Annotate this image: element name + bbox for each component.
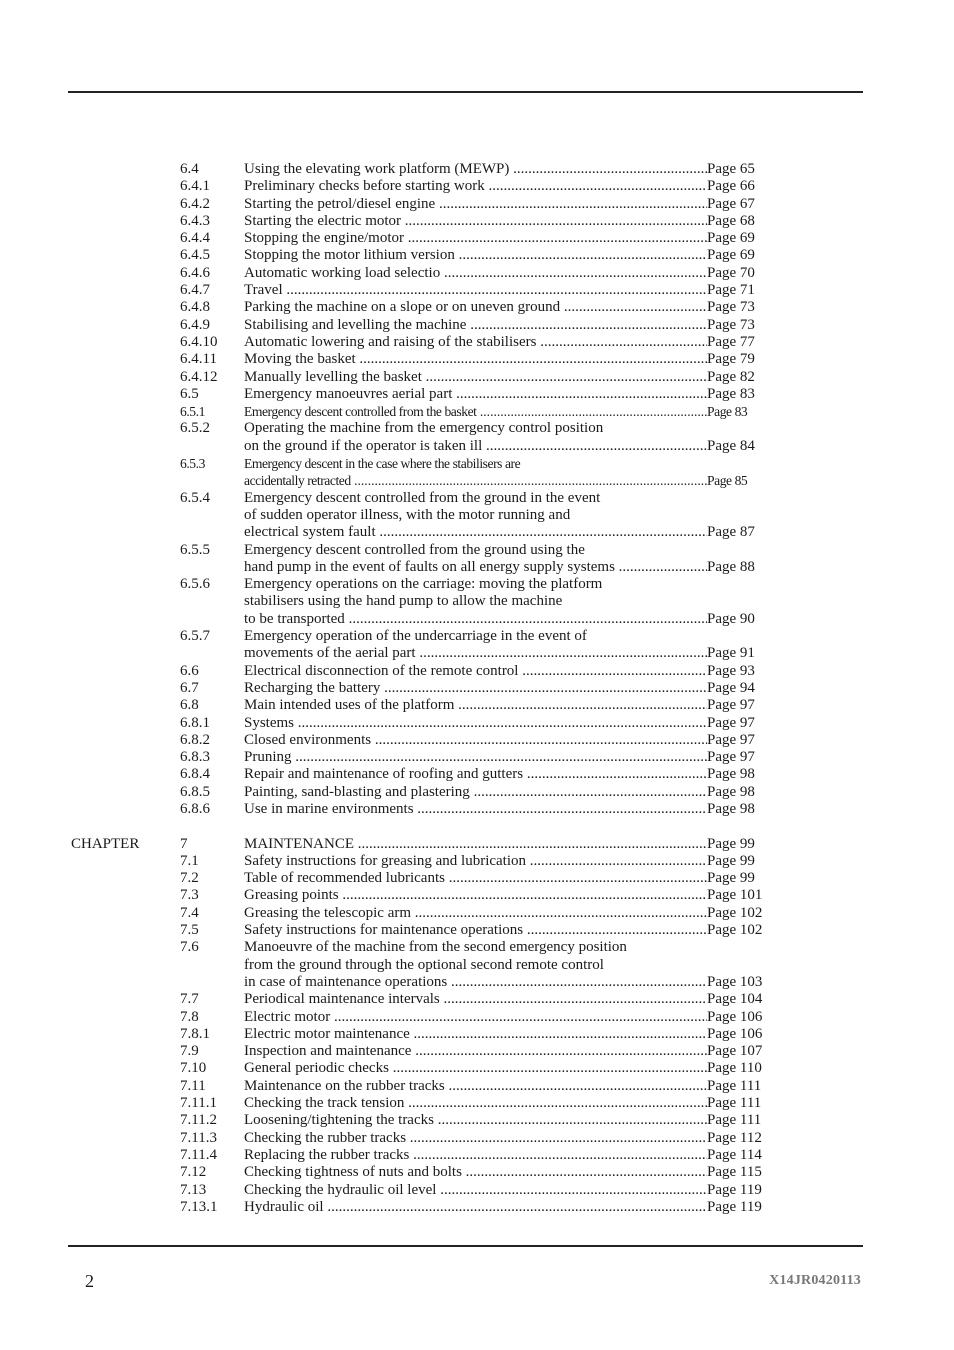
toc-entry[interactable]	[0, 490, 954, 542]
section-number: 7.9	[180, 1043, 199, 1060]
section-number: 7.11	[180, 1077, 206, 1094]
page-reference: Page 110	[707, 1060, 762, 1077]
toc-entry[interactable]	[0, 870, 954, 887]
toc-entry[interactable]	[0, 265, 954, 282]
toc-line	[0, 265, 954, 282]
page-reference: Page 71	[707, 282, 755, 299]
section-title: Loosening/tightening the tracks .....	[244, 1112, 707, 1129]
section-number: 7.6	[180, 939, 199, 956]
section-number: 6.5.7	[180, 628, 210, 645]
toc-line	[0, 1009, 954, 1026]
section-title: Automatic working load selectio .....	[244, 265, 707, 282]
section-title: Parking the machine on a slope or on uneven ground .....	[244, 299, 707, 316]
section-title: Closed environments .....	[244, 732, 707, 749]
toc-line	[0, 247, 954, 264]
toc-entry[interactable]	[0, 905, 954, 922]
toc-entry[interactable]	[0, 196, 954, 213]
toc-entry[interactable]	[0, 213, 954, 230]
page-reference: Page 69	[707, 230, 755, 247]
page-reference: Page 68	[707, 212, 755, 229]
section-number: 7.3	[180, 887, 199, 904]
section-number: 7.11.2	[180, 1112, 217, 1129]
toc-line	[0, 645, 954, 662]
toc-line	[0, 905, 954, 922]
section-title: Checking the hydraulic oil level .....	[244, 1182, 707, 1199]
section-number: 7.11.1	[180, 1095, 217, 1112]
page-reference: Page 98	[707, 783, 755, 800]
page-reference: Page 79	[707, 351, 755, 368]
toc-entry[interactable]	[0, 732, 954, 749]
toc-entry[interactable]	[0, 161, 954, 178]
section-number: 7.12	[180, 1164, 207, 1181]
toc-entry[interactable]	[0, 715, 954, 732]
toc-entry[interactable]	[0, 317, 954, 334]
section-title: Emergency operation of the undercarriage in the event of	[244, 628, 587, 645]
header-rule	[68, 91, 863, 93]
toc-line	[0, 663, 954, 680]
toc-entry[interactable]	[0, 697, 954, 714]
toc-line	[0, 991, 954, 1008]
section-title: Safety instructions for greasing and lubrication .....	[244, 853, 707, 870]
section-title: Inspection and maintenance .....	[244, 1043, 707, 1060]
toc-entry[interactable]	[0, 887, 954, 904]
page-number: 2	[85, 1271, 94, 1291]
toc-entry[interactable]	[0, 576, 954, 628]
section-title: stabilisers using the hand pump to allow the machine	[244, 593, 563, 610]
toc-entry[interactable]	[0, 1026, 954, 1043]
toc-line	[0, 317, 954, 334]
toc-line	[0, 455, 954, 472]
toc-line	[0, 732, 954, 749]
footer-rule	[68, 1245, 863, 1247]
section-title: Starting the petrol/diesel engine .....	[244, 196, 707, 213]
section-number: 6.8.3	[180, 749, 210, 766]
section-title: Greasing the telescopic arm .....	[244, 905, 707, 922]
toc-entry[interactable]	[0, 299, 954, 316]
toc-line	[0, 559, 954, 576]
page-reference: Page 83	[707, 385, 755, 402]
page-reference: Page 97	[707, 697, 755, 714]
toc-line	[0, 403, 954, 420]
section-title: electrical system fault .....	[244, 524, 707, 541]
toc-entry[interactable]	[0, 1199, 954, 1216]
section-title: Checking the rubber tracks .....	[244, 1130, 707, 1147]
section-title: Checking the track tension .....	[244, 1095, 707, 1112]
section-number: 7.4	[180, 904, 199, 921]
toc-line	[0, 542, 954, 559]
toc-line	[0, 1182, 954, 1199]
section-title: Emergency descent controlled from the ground using the	[244, 541, 585, 558]
page-reference: Page 102	[707, 904, 763, 921]
toc-line	[0, 161, 954, 178]
section-number: 6.4.4	[180, 230, 210, 247]
toc-line	[0, 766, 954, 783]
section-number: 7.2	[180, 870, 199, 887]
toc-line	[0, 438, 954, 455]
toc-line	[0, 334, 954, 351]
section-title: Automatic lowering and raising of the stabilisers .....	[244, 334, 707, 351]
section-title: from the ground through the optional second remote control	[244, 956, 604, 973]
section-number: 6.4	[180, 161, 199, 177]
toc-line	[0, 1112, 954, 1129]
toc-line	[0, 680, 954, 697]
section-title: Stopping the motor lithium version .....	[244, 247, 707, 264]
page-reference: Page 97	[707, 714, 755, 731]
toc-entry[interactable]	[0, 334, 954, 351]
toc-line	[0, 593, 954, 610]
page-reference: Page 77	[707, 333, 755, 350]
section-title: Travel .....	[244, 282, 707, 299]
toc-line	[0, 576, 954, 593]
toc-line	[0, 974, 954, 991]
toc-line	[0, 749, 954, 766]
section-number: 6.8.5	[180, 783, 210, 800]
section-number: 7.8	[180, 1008, 199, 1025]
section-title: Manually levelling the basket .....	[244, 369, 707, 386]
page-reference: Page 84	[707, 437, 755, 454]
toc-line	[0, 1095, 954, 1112]
toc-entry[interactable]	[0, 1112, 954, 1129]
page-reference: Page 73	[707, 316, 755, 333]
toc-line	[0, 196, 954, 213]
page-reference: Page 87	[707, 524, 755, 541]
page-reference: Page 88	[707, 558, 755, 575]
toc-line	[0, 351, 954, 368]
toc-line	[0, 1164, 954, 1181]
section-number: 7.13	[180, 1181, 207, 1198]
toc-line	[0, 1060, 954, 1077]
page-reference: Page 111	[707, 1112, 762, 1129]
section-number: 7.5	[180, 922, 199, 939]
section-title: Painting, sand-blasting and plastering .....	[244, 784, 707, 801]
toc-line	[0, 939, 954, 956]
toc-entry[interactable]	[0, 1182, 954, 1199]
section-number: 6.5.1	[180, 404, 205, 420]
section-title: Periodical maintenance intervals .....	[244, 991, 707, 1008]
page-reference: Page 111	[707, 1077, 762, 1094]
section-title: movements of the aerial part .....	[244, 645, 707, 662]
toc-entry[interactable]	[0, 1130, 954, 1147]
section-number: 6.4.8	[180, 299, 210, 316]
toc-entry[interactable]	[0, 991, 954, 1008]
page-reference: Page 106	[707, 1025, 763, 1042]
toc-line	[0, 178, 954, 195]
toc-entry[interactable]	[0, 1078, 954, 1095]
page-reference: Page 90	[707, 610, 755, 627]
section-number: 6.4.12	[180, 368, 218, 385]
page-reference: Page 91	[707, 645, 755, 662]
section-number: 6.4.2	[180, 195, 210, 212]
toc-entry[interactable]	[0, 247, 954, 264]
toc-entry[interactable]	[0, 784, 954, 801]
section-title: Recharging the battery .....	[244, 680, 707, 697]
toc-line	[0, 715, 954, 732]
page-reference: Page 67	[707, 195, 755, 212]
section-title: Moving the basket .....	[244, 351, 707, 368]
toc-entry[interactable]	[0, 922, 954, 939]
toc-entry[interactable]	[0, 369, 954, 386]
page-reference: Page 102	[707, 922, 763, 939]
section-title: Checking tightness of nuts and bolts .....	[244, 1164, 707, 1181]
section-title: hand pump in the event of faults on all energy supply systems .....	[244, 559, 707, 576]
toc-entry[interactable]	[0, 766, 954, 783]
toc-line	[0, 853, 954, 870]
page-reference: Page 104	[707, 991, 763, 1008]
page-reference: Page 106	[707, 1008, 763, 1025]
page-reference: Page 97	[707, 749, 755, 766]
page-reference: Page 107	[707, 1043, 763, 1060]
toc-line	[0, 507, 954, 524]
section-number: 6.4.1	[180, 178, 210, 195]
section-number: 6.5	[180, 385, 199, 402]
section-title: Emergency descent controlled from the basket .....	[244, 403, 707, 420]
section-title: Stabilising and levelling the machine .....	[244, 317, 707, 334]
toc-line	[0, 1130, 954, 1147]
page-reference: Page 112	[707, 1129, 762, 1146]
section-number: 6.8.2	[180, 731, 210, 748]
toc-line	[0, 922, 954, 939]
page-reference: Page 99	[707, 870, 755, 887]
toc-entry[interactable]	[0, 282, 954, 299]
section-number: 6.4.11	[180, 351, 217, 368]
toc-entry[interactable]	[0, 1060, 954, 1077]
section-title: Repair and maintenance of roofing and gutters .....	[244, 766, 707, 783]
section-title: Emergency descent in the case where the stabilisers are	[244, 456, 521, 472]
section-title: Manoeuvre of the machine from the second emergency position	[244, 939, 627, 956]
chapter-label: CHAPTER	[71, 835, 140, 852]
toc-line	[0, 1199, 954, 1216]
toc-line	[0, 1078, 954, 1095]
section-number: 7.13.1	[180, 1198, 218, 1215]
section-number: 7.7	[180, 991, 199, 1008]
toc-spacer	[0, 818, 954, 835]
section-number: 7.1	[180, 852, 199, 869]
section-number: 6.8.6	[180, 800, 210, 817]
toc-line	[0, 1043, 954, 1060]
section-title: Using the elevating work platform (MEWP) .....	[244, 161, 707, 178]
toc-entry[interactable]	[0, 836, 954, 853]
section-title: of sudden operator illness, with the motor running and	[244, 506, 571, 523]
section-number: 6.8.1	[180, 714, 210, 731]
page-reference: Page 115	[707, 1164, 762, 1181]
toc-line	[0, 870, 954, 887]
section-title: accidentally retracted .....	[244, 472, 707, 489]
section-title: General periodic checks .....	[244, 1060, 707, 1077]
section-title: Emergency descent controlled from the ground in the event	[244, 489, 601, 506]
toc-line	[0, 801, 954, 818]
toc-entry[interactable]	[0, 455, 954, 490]
toc-line	[0, 490, 954, 507]
page-reference: Page 69	[707, 247, 755, 264]
page-reference: Page 94	[707, 679, 755, 696]
section-title: Maintenance on the rubber tracks .....	[244, 1078, 707, 1095]
toc-entry[interactable]	[0, 230, 954, 247]
page-reference: Page 65	[707, 161, 755, 177]
document-code: X14JR0420113	[769, 1273, 861, 1288]
toc-line	[0, 1147, 954, 1164]
toc-entry[interactable]	[0, 178, 954, 195]
section-title: Electric motor maintenance .....	[244, 1026, 707, 1043]
section-title: on the ground if the operator is taken ill .....	[244, 438, 707, 455]
toc-line	[0, 386, 954, 403]
page-reference: Page 98	[707, 766, 755, 783]
section-number: 6.5.3	[180, 456, 205, 472]
section-title: Replacing the rubber tracks .....	[244, 1147, 707, 1164]
section-title: Electrical disconnection of the remote control .....	[244, 663, 707, 680]
section-title: Main intended uses of the platform .....	[244, 697, 707, 714]
toc-entry[interactable]	[0, 628, 954, 663]
section-title: in case of maintenance operations .....	[244, 974, 707, 991]
toc-entry[interactable]	[0, 853, 954, 870]
page-reference: Page 119	[707, 1181, 762, 1198]
page-reference: Page 85	[707, 473, 748, 489]
page-reference: Page 114	[707, 1146, 762, 1163]
toc-line	[0, 1026, 954, 1043]
page-reference: Page 99	[707, 835, 755, 852]
toc-entry[interactable]	[0, 1164, 954, 1181]
toc-entry[interactable]	[0, 403, 954, 420]
toc-entry[interactable]	[0, 1009, 954, 1026]
page-reference: Page 119	[707, 1198, 762, 1215]
toc-entry[interactable]	[0, 1095, 954, 1112]
toc-line	[0, 697, 954, 714]
toc-entry[interactable]	[0, 939, 954, 991]
section-title: MAINTENANCE .....	[244, 836, 707, 853]
section-number: 6.7	[180, 679, 199, 696]
page-reference: Page 103	[707, 973, 763, 990]
toc-line	[0, 957, 954, 974]
section-title: Preliminary checks before starting work .....	[244, 178, 707, 195]
toc-entry[interactable]	[0, 663, 954, 680]
section-number: 7.11.4	[180, 1146, 217, 1163]
section-number: 6.4.5	[180, 247, 210, 264]
section-number: 6.6	[180, 662, 199, 679]
section-number: 6.5.4	[180, 489, 210, 506]
section-title: Hydraulic oil .....	[244, 1199, 707, 1216]
toc-entry[interactable]	[0, 801, 954, 818]
page-reference: Page 66	[707, 178, 755, 195]
section-number: 6.5.5	[180, 541, 210, 558]
toc-entry[interactable]	[0, 749, 954, 766]
section-number: 7.8.1	[180, 1025, 210, 1042]
section-number: 7.10	[180, 1060, 207, 1077]
toc-line	[0, 213, 954, 230]
section-number: 6.4.9	[180, 316, 210, 333]
section-number: 6.4.3	[180, 212, 210, 229]
section-title: Use in marine environments .....	[244, 801, 707, 818]
page-reference: Page 83	[707, 404, 748, 420]
section-number: 6.8.4	[180, 766, 210, 783]
page-reference: Page 99	[707, 852, 755, 869]
section-number: 6.4.6	[180, 264, 210, 281]
page-reference: Page 93	[707, 662, 755, 679]
section-number: 6.4.7	[180, 282, 210, 299]
page-reference: Page 73	[707, 299, 755, 316]
section-number: 6.8	[180, 697, 199, 714]
page-reference: Page 111	[707, 1095, 762, 1112]
section-title: to be transported .....	[244, 611, 707, 628]
section-title: Stopping the engine/motor .....	[244, 230, 707, 247]
toc-line	[0, 836, 954, 853]
toc-entry[interactable]	[0, 1043, 954, 1060]
section-title: Emergency operations on the carriage: moving the platform	[244, 576, 603, 593]
page-reference: Page 97	[707, 731, 755, 748]
toc-line	[0, 524, 954, 541]
table-of-contents	[0, 161, 954, 1216]
section-number: 6.5.6	[180, 576, 210, 593]
toc-line	[0, 230, 954, 247]
section-number: 7	[180, 835, 188, 852]
page-reference: Page 101	[707, 887, 763, 904]
page-reference: Page 98	[707, 800, 755, 817]
section-number: 6.4.10	[180, 333, 218, 350]
toc-line	[0, 420, 954, 437]
section-title: Greasing points .....	[244, 887, 707, 904]
toc-entry[interactable]	[0, 386, 954, 403]
toc-line	[0, 282, 954, 299]
section-title: Operating the machine from the emergency control position	[244, 420, 604, 437]
toc-line	[0, 299, 954, 316]
toc-entry[interactable]	[0, 351, 954, 368]
toc-line	[0, 628, 954, 645]
section-title: Safety instructions for maintenance operations .....	[244, 922, 707, 939]
section-title: Starting the electric motor .....	[244, 213, 707, 230]
section-title: Emergency manoeuvres aerial part .....	[244, 386, 707, 403]
toc-line	[0, 784, 954, 801]
toc-line	[0, 887, 954, 904]
toc-entry[interactable]	[0, 542, 954, 577]
section-title: Electric motor .....	[244, 1009, 707, 1026]
page-reference: Page 82	[707, 368, 755, 385]
toc-entry[interactable]	[0, 680, 954, 697]
toc-line	[0, 369, 954, 386]
toc-line	[0, 472, 954, 489]
section-title: Pruning .....	[244, 749, 707, 766]
section-number: 7.11.3	[180, 1129, 217, 1146]
toc-entry[interactable]	[0, 1147, 954, 1164]
section-number: 6.5.2	[180, 420, 210, 437]
section-title: Table of recommended lubricants .....	[244, 870, 707, 887]
page-reference: Page 70	[707, 264, 755, 281]
section-title: Systems .....	[244, 715, 707, 732]
toc-line	[0, 611, 954, 628]
toc-entry[interactable]	[0, 420, 954, 455]
